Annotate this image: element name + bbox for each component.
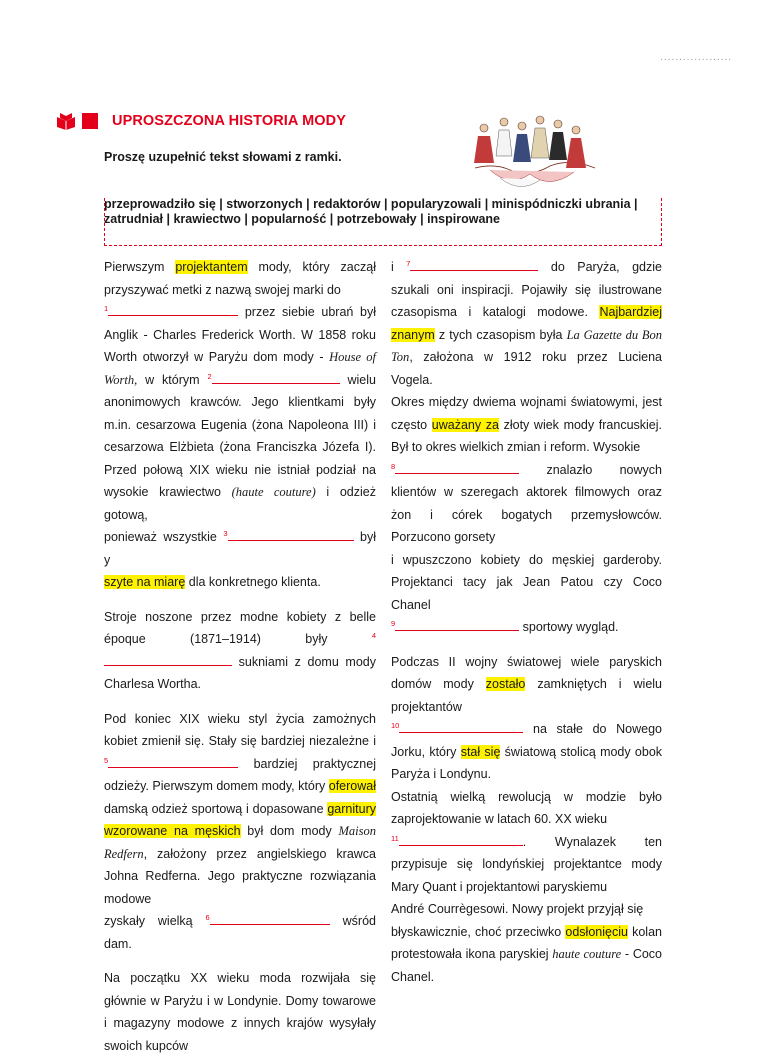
highlight: stał się	[460, 744, 501, 759]
paragraph: Ostatnią wielką rewolucją w modzie było zaprojektowanie w latach 60. XX wieku $^{11}$ . Wynalazek ten przypisuje się londyńskiej projektantce mody Mary Quant i projektantowi paryskiemu André Courrègesowi. Nowy projekt przyjął się błyskawicznie, choć przeciwko odsłonięciu kolan protestowała ikona paryskiej haute couture - Coco Chanel.	[391, 789, 663, 984]
blank-4[interactable]	[104, 652, 232, 666]
blank-3[interactable]	[228, 527, 354, 541]
highlight: uważany za	[431, 417, 499, 432]
highlight: Najbardziej znanym	[391, 305, 662, 342]
highlight: projektantem	[175, 260, 248, 274]
right-column	[391, 256, 662, 988]
highlight: odsłonięciu	[565, 924, 628, 939]
blank-number: 2	[207, 371, 212, 381]
paragraph: Okres między dwiema wojnami światowymi, jest często uważany za złoty wiek mody francuskiej. Był to okres wielkich zmian i reform. Wysokie $^8$ znalazło nowych klientów w szeregach aktorek filmowych oraz żon i córek bogatych przemysłowców. Porzucono gorsety i wpuszczono kobiety do męskiej garderoby. Projektanci tacy jak Jean Patou czy Coco Chanel $^9$ sportowy wygląd.	[391, 395, 662, 634]
paragraph: Pod koniec XIX wieku styl życia zamożnych kobiet zmienił się. Stały się bardziej niezależne i $^5$ bardziej praktycznej odzieży. Pierwszym domem mody, który oferował damską odzież sportową i dopasowane garnitury wzorowane na męskich był dom mody Maison Redfern, założony przez angielskiego krawca Johna Redferna. Jego praktyczne rozwiązania modowe zyskały wielką $^6$ wśród dam.	[104, 711, 376, 951]
page-title: UPROSZCZONA HISTORIA MODY	[112, 113, 346, 129]
highlight: garnitury wzorowane na męskich	[104, 801, 376, 838]
blank-number: 10	[391, 720, 400, 730]
blank-number: 8	[391, 461, 396, 471]
blank-7[interactable]	[410, 257, 538, 271]
blank-number: 11	[391, 833, 399, 843]
book-logo-icon	[56, 112, 76, 130]
dancers-illustration	[470, 108, 600, 194]
blank-8[interactable]	[395, 460, 519, 474]
blank-number: 1	[104, 303, 109, 313]
blank-6[interactable]	[210, 911, 330, 925]
blank-9[interactable]	[395, 617, 519, 631]
instruction: Proszę uzupełnić tekst słowami z ramki.	[104, 150, 342, 164]
blank-number: 5	[104, 755, 109, 765]
header	[56, 112, 346, 130]
word-bank: przeprowadziło się | stworzonych | redaktorów | popularyzowali | minispódniczki ubrania | zatrudniał | krawiectwo | popularność | potrzebowały | inspirowane	[104, 197, 638, 226]
blank-5[interactable]	[108, 754, 238, 768]
paragraph: i $^7$ do Paryża, gdzie szukali oni inspiracji. Pojawiły się ilustrowane czasopisma i katalogi modowe. Najbardziej znanym z tych czasopism była La Gazette du Bon Ton, założona w 1912 roku przez Luciena Vogela.	[391, 258, 662, 387]
page-marker-dots: ...................	[660, 52, 732, 63]
paragraph: Stroje noszone przez modne kobiety z belle époque (1871–1914) były $^4$ sukniami z domu mody Charlesa Wortha.	[104, 609, 376, 691]
blank-2[interactable]	[212, 370, 340, 384]
paragraph: Na początku XX wieku moda rozwijała się głównie w Paryżu i w Londynie. Domy towarowe i magazyny modowe z innych krajów wysyłały swoich kupców	[104, 971, 376, 1053]
highlight: zostało	[485, 677, 526, 691]
highlight: szyte na miarę	[104, 575, 186, 589]
blank-number: 6	[205, 912, 210, 922]
blank-1[interactable]	[108, 302, 238, 316]
blank-number: 4	[371, 630, 376, 640]
blank-10[interactable]	[399, 719, 523, 733]
paragraph: Pierwszym projektantem mody, który zaczął przyszywać metki z nazwą swojej marki do $^1$ przez siebie ubrań był Anglik - Charles Frederick Worth. W 1858 roku Worth otworzył w Paryżu dom mody - House of Worth, w którym $^2$ wielu anonimowych krawców. Jego klientkami były m.in. cesarzowa Eugenia (żona Napoleona III) i cesarzowa Elżbieta (żona Franciszka Józefa I). Przed połową XIX wieku nie istniał podział na wysokie krawiectwo (haute couture) i odzież gotową, ponieważ wszystkie $^3$ był y szyte na miarę dla konkretnego klienta.	[104, 260, 376, 589]
left-column	[104, 256, 376, 1057]
highlight: oferował	[328, 779, 376, 793]
blank-number: 9	[391, 618, 396, 628]
red-square-icon	[82, 113, 98, 129]
blank-11[interactable]	[399, 832, 523, 846]
blank-number: 7	[406, 258, 411, 268]
blank-number: 3	[223, 528, 228, 538]
paragraph: Podczas II wojny światowej wiele paryskich domów mody zostało zamkniętych i wielu projektantów $^{10}$ na stałe do Nowego Jorku, który stał się światową stolicą mody obok Paryża i Londynu.	[391, 654, 663, 781]
